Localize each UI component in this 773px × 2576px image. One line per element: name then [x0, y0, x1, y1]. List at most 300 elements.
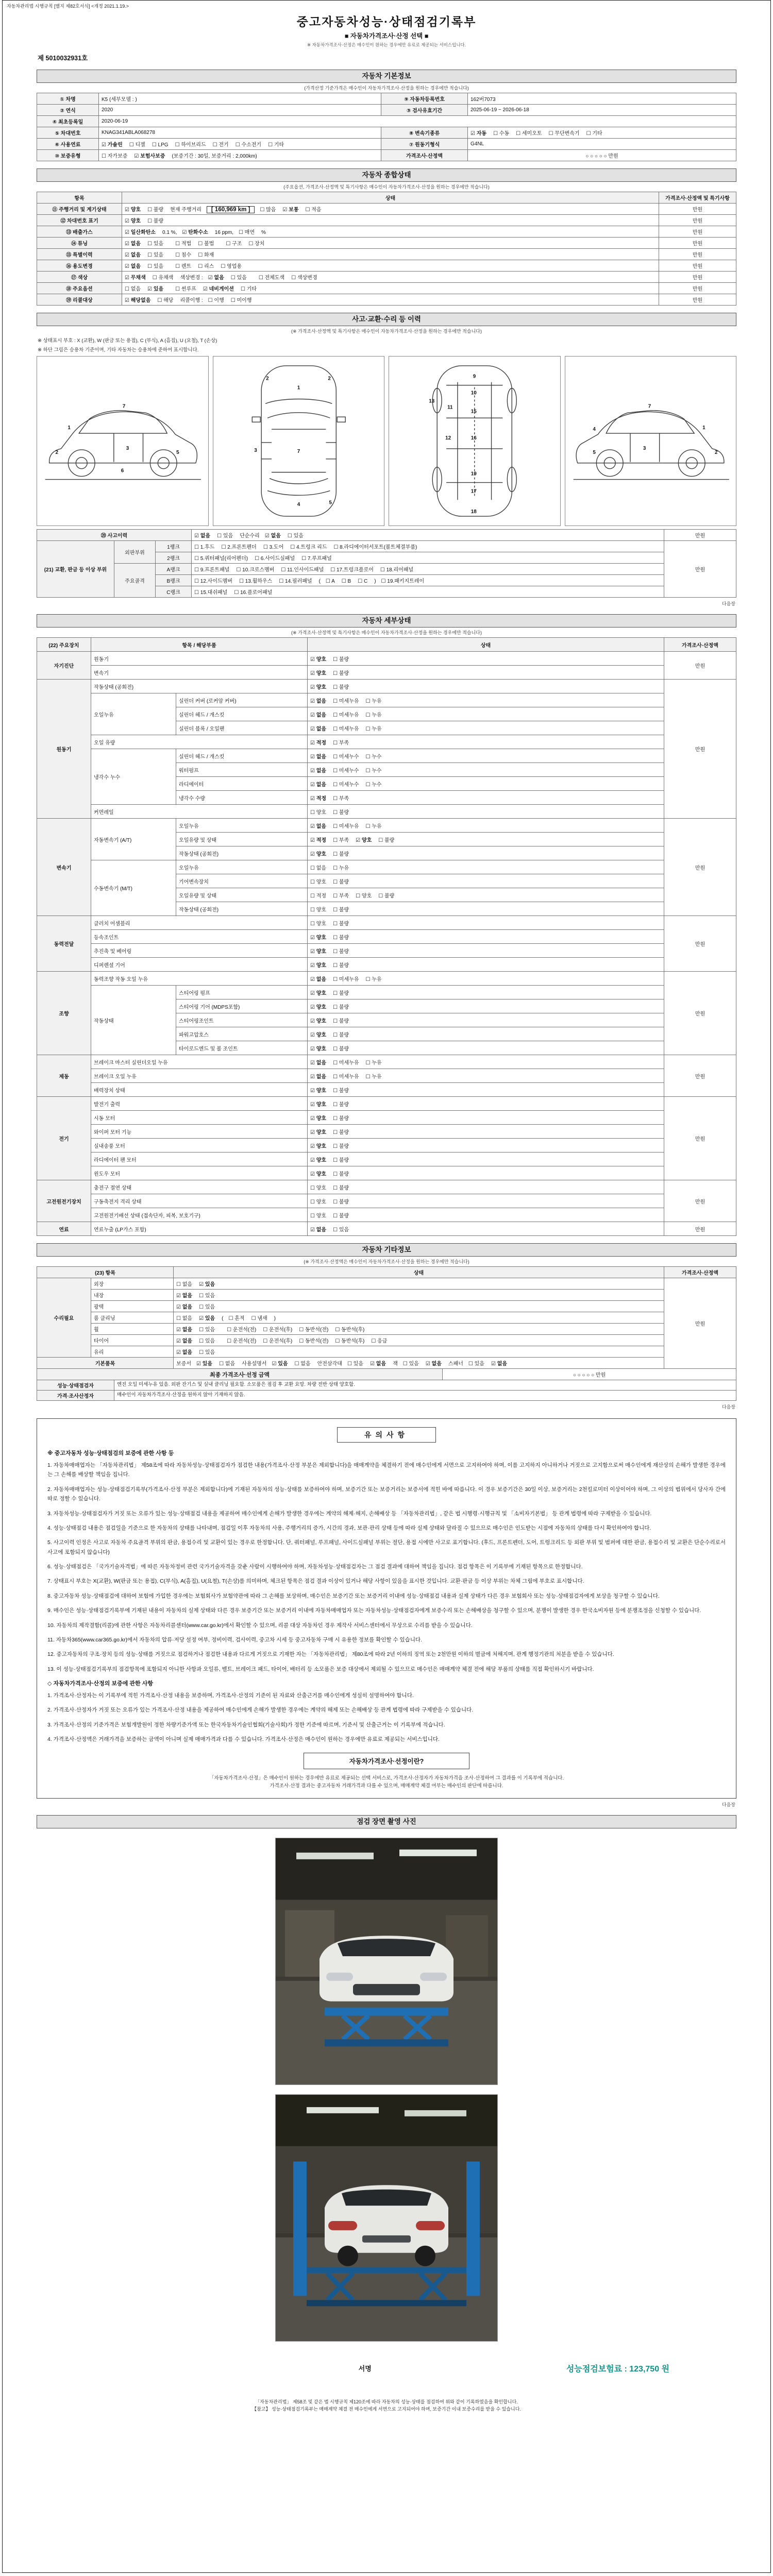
value-cell: 파워고압호스: [176, 1027, 308, 1041]
checkbox-unchecked[interactable]: ☐ 불량: [333, 1171, 349, 1177]
checkbox-unchecked[interactable]: ☐ 양호: [310, 879, 327, 885]
checkbox-unchecked[interactable]: ☐ 미세누유: [333, 712, 359, 718]
list-item: 1. 가격조사·산정자는 이 기록부에 적힌 가격조사·산정 내용을 보증하며, 가격조사·산정의 기준이 된 자료와 산출근거를 매수인에게 성실히 설명하여야 합니다.: [47, 1692, 414, 1699]
checkbox-unchecked[interactable]: ☐ 운전석(전): [227, 1327, 257, 1333]
checkbox-unchecked[interactable]: ☐ 양호: [310, 1185, 327, 1191]
value-cell: [308, 693, 664, 707]
value-cell: 만원: [659, 294, 736, 306]
checkbox-unchecked[interactable]: ☐ 누수: [365, 754, 382, 760]
checkbox-unchecked[interactable]: ☐ 있음: [199, 1350, 215, 1355]
checkbox-unchecked[interactable]: ☐ 불량: [333, 1129, 349, 1136]
checkbox-unchecked[interactable]: ☐ 동반석(후): [335, 1338, 365, 1344]
checkbox-unchecked[interactable]: ☐ 있음: [199, 1338, 215, 1344]
checkbox-unchecked[interactable]: ☐ 유채색: [152, 275, 174, 281]
checkbox-unchecked[interactable]: ☐ 있음: [287, 533, 304, 539]
checkbox-checked[interactable]: ☑ 없음: [264, 533, 281, 539]
checkbox-unchecked[interactable]: ☐ 하이브리드: [175, 142, 206, 148]
checkbox-unchecked[interactable]: ☐ 있음: [147, 264, 164, 269]
checkbox-unchecked[interactable]: ☐ 누유: [365, 1074, 382, 1080]
checkbox-checked[interactable]: ☑ 없음: [425, 1361, 442, 1367]
list-item: 8. 중고자동차 성능·상태점검에 대하여 보험에 가입한 경우에는 보험회사가 보험약관에 따라 그 손해를 보상하며, 매수인은 보증기간 또는 보증거리 이내에 성능·상태점검 내용과 실제 상태가 다른 경우 보험회사 또는 성능·상태점검자에게 보상을 청구할 수 있습니다.: [47, 1592, 660, 1599]
label-cell: ⑩ 보증유형: [37, 150, 99, 161]
checkbox-checked[interactable]: ☑ 없음: [310, 712, 327, 718]
svg-text:19: 19: [470, 471, 477, 477]
checkbox-unchecked[interactable]: ☐ LPG: [152, 142, 169, 148]
checkbox-unchecked[interactable]: ☐ 있음: [199, 1304, 215, 1310]
checkbox-checked[interactable]: ☑ 해당없음: [125, 298, 151, 303]
inline-text: 스패너: [448, 1361, 463, 1367]
checkbox-unchecked[interactable]: ☐ 부족: [333, 795, 349, 802]
section-photos-title: 점검 장면 촬영 사진: [37, 1815, 736, 1828]
checkbox-unchecked[interactable]: ☐ 있음: [468, 1361, 484, 1367]
checkbox-checked[interactable]: ☑ 일산화탄소: [125, 230, 156, 235]
checkbox-checked[interactable]: ☑ 없음: [176, 1304, 193, 1310]
checkbox-unchecked[interactable]: ☐ 불량: [333, 907, 349, 913]
section-accident-title: 사고·교환·수리 등 이력: [37, 313, 736, 326]
checkbox-unchecked[interactable]: ☐ 18.리어패널: [380, 567, 414, 573]
checkbox-unchecked[interactable]: ☐ 적음: [305, 207, 322, 213]
checkbox-unchecked[interactable]: ☐ 미세누유: [333, 726, 359, 732]
checkbox-checked[interactable]: ☑ 없음: [310, 976, 327, 982]
checkbox-checked[interactable]: ☑ 없음: [491, 1361, 508, 1367]
value-cell: [192, 552, 664, 564]
checkbox-unchecked[interactable]: ☐ 5.쿼터패널(리어펜더): [194, 556, 248, 562]
checkbox-unchecked[interactable]: ☐ 누유: [365, 823, 382, 829]
checkbox-unchecked[interactable]: ☐ 6.사이드실패널: [255, 556, 295, 562]
value-cell: [308, 902, 664, 916]
label-cell: ① 차명: [37, 93, 99, 105]
checkbox-unchecked[interactable]: ☐ 동반석(전): [299, 1338, 329, 1344]
value-cell: [122, 260, 659, 272]
label-cell: ⑫ 차대번호 표기: [37, 215, 122, 226]
checkbox-unchecked[interactable]: ☐ 누유: [365, 726, 382, 732]
checkbox-unchecked[interactable]: ☐ 미세누유: [333, 976, 359, 982]
checkbox-unchecked[interactable]: ☐ 불량: [333, 1157, 349, 1163]
checkbox-unchecked[interactable]: ☐ 17.트렁크플로어: [330, 567, 374, 573]
checkbox-checked[interactable]: ☑ 양호: [310, 990, 327, 996]
checkbox-checked[interactable]: ☑ 네비게이션: [203, 286, 234, 292]
checkbox-unchecked[interactable]: ☐ 불량: [333, 1088, 349, 1094]
checkbox-checked[interactable]: ☑ 없음: [176, 1293, 193, 1299]
checkbox-checked[interactable]: ☑ 양호: [125, 218, 141, 224]
checkbox-unchecked[interactable]: ☐ 양호: [310, 907, 327, 913]
checkbox-unchecked[interactable]: ☐ 불량: [333, 879, 349, 885]
checkbox-unchecked[interactable]: ☐ 미이행: [230, 298, 252, 303]
checkbox-checked[interactable]: ☑ 양호: [310, 1101, 327, 1108]
checkbox-unchecked[interactable]: ☐ 운전석(후): [263, 1338, 293, 1344]
checkbox-checked[interactable]: ☑ 없음: [310, 726, 327, 732]
checkbox-unchecked[interactable]: ☐ 무단변속기: [548, 131, 580, 137]
checkbox-unchecked[interactable]: ☐ 동반석(전): [299, 1327, 329, 1333]
checkbox-unchecked[interactable]: ☐ 미세누유: [333, 1074, 359, 1080]
checkbox-checked[interactable]: ☑ 없음: [125, 264, 141, 269]
checkbox-unchecked[interactable]: ☐ 4.트렁크 리드: [290, 545, 327, 550]
checkbox-checked[interactable]: ☑ 자동: [470, 131, 487, 137]
checkbox-unchecked[interactable]: ☐ 양호: [356, 893, 372, 899]
checkbox-unchecked[interactable]: ☐ C: [358, 579, 368, 584]
inline-text: 단순수리: [240, 533, 260, 539]
checkbox-unchecked[interactable]: ☐ 디젤: [129, 142, 145, 148]
checkbox-unchecked[interactable]: ☐ 매연: [238, 230, 255, 235]
checkbox-checked[interactable]: ☑ 없음: [310, 768, 327, 774]
section-accident-note: (※ 가격조사·산정액 및 특기사항은 매수인이 자동차가격조사·산정을 원하는 경우에만 적습니다): [291, 329, 482, 334]
checkbox-checked[interactable]: ☑ 없음: [370, 1361, 386, 1367]
checkbox-checked[interactable]: ☑ 양호: [310, 935, 327, 941]
value-cell: 냉각수 누수: [91, 749, 176, 805]
checkbox-unchecked[interactable]: ☐ 3.도어: [263, 545, 284, 550]
checkbox-checked[interactable]: ☑ 있음: [199, 1282, 215, 1287]
checkbox-unchecked[interactable]: ☐ 불량: [333, 1185, 349, 1191]
checkbox-unchecked[interactable]: ☐ 썬루프: [175, 286, 196, 292]
checkbox-checked[interactable]: ☑ 있음: [199, 1316, 215, 1321]
checkbox-checked[interactable]: ☑ 없음: [176, 1338, 193, 1344]
value-cell: 디퍼렌셜 기어: [91, 958, 308, 972]
list-item: 「자동차관리법」 제58조 및 같은 법 시행규칙 제120조에 따라 자동차의 성능·상태를 점검하여 위와 같이 기록하였음을 확인합니다.: [255, 2399, 518, 2404]
checkbox-unchecked[interactable]: ☐ 불량: [333, 921, 349, 927]
checkbox-checked[interactable]: ☑ 양호: [310, 1143, 327, 1149]
engine-type: G4NL: [468, 139, 736, 150]
checkbox-checked[interactable]: ☑ 적정: [310, 795, 327, 802]
checkbox-checked[interactable]: ☑ 보험사보증: [134, 154, 165, 159]
checkbox-checked[interactable]: ☑ 양호: [310, 851, 327, 857]
checkbox-unchecked[interactable]: ☐ 미세누수: [333, 768, 359, 774]
checkbox-unchecked[interactable]: ☐ 있음: [199, 1293, 215, 1299]
final-price-label: 최종 가격조사·선정 금액: [37, 1369, 443, 1380]
label-cell: ⑮ 특별이력: [37, 249, 122, 260]
checkbox-unchecked[interactable]: ☐ 있음: [147, 252, 164, 258]
label-cell: (23) 항목: [37, 1267, 174, 1278]
checkbox-unchecked[interactable]: ☐ 누유: [333, 865, 349, 871]
checkbox-checked[interactable]: ☑ 양호: [310, 962, 327, 969]
checkbox-unchecked[interactable]: ☐ 동반석(후): [335, 1327, 365, 1333]
insurance-premium-value: 123,750 원: [629, 2364, 669, 2374]
value-cell: 광택: [91, 1301, 174, 1312]
value-cell: 원동기: [91, 652, 308, 666]
label-cell: 제동: [37, 1055, 91, 1097]
value-cell: [308, 1180, 664, 1194]
checkbox-unchecked[interactable]: ☐ 양호: [310, 809, 327, 816]
svg-text:2: 2: [55, 449, 59, 455]
checkbox-unchecked[interactable]: ☐ 양호: [310, 1213, 327, 1219]
checkbox-unchecked[interactable]: ☐ 불법: [198, 241, 214, 247]
section-misc-title: 자동차 기타정보: [37, 1243, 736, 1257]
value-cell: 1랭크: [156, 541, 192, 552]
checkbox-unchecked[interactable]: ☐ 미세누유: [333, 698, 359, 704]
checkbox-checked[interactable]: ☑ 없음: [310, 1227, 327, 1233]
inspection-photo-rear: [275, 2094, 498, 2342]
checkbox-unchecked[interactable]: ☐ 불량: [333, 1115, 349, 1122]
checkbox-checked[interactable]: ☑ 보통: [282, 207, 299, 213]
checkbox-unchecked[interactable]: ☐ 운전석(후): [263, 1327, 293, 1333]
checkbox-unchecked[interactable]: ☐ 영업용: [221, 264, 242, 269]
checkbox-unchecked[interactable]: ☐ 있음: [333, 1227, 349, 1233]
checkbox-unchecked[interactable]: ☐ 19.패키지트레이: [381, 579, 425, 584]
checkbox-unchecked[interactable]: ☐ 불량: [333, 670, 349, 676]
checkbox-checked[interactable]: ☑ 없음: [208, 275, 224, 281]
checkbox-checked[interactable]: ☑ 없음: [125, 252, 141, 258]
checkbox-unchecked[interactable]: ☐ 미세누수: [333, 782, 359, 788]
checkbox-unchecked[interactable]: ☐ 8.라디에이터서포트(볼트체결부품): [333, 545, 417, 550]
checkbox-checked[interactable]: ☑ 적정: [310, 740, 327, 746]
value-cell: 윈도우 모터: [91, 1166, 308, 1180]
checkbox-unchecked[interactable]: ☐ 많음: [260, 207, 276, 213]
checkbox-unchecked[interactable]: ☐ 미세누유: [333, 823, 359, 829]
checkbox-unchecked[interactable]: ☐ 없음: [125, 286, 141, 292]
checkbox-unchecked[interactable]: ☐ 해당: [157, 298, 174, 303]
value-cell: 작동상태 (공회전): [176, 902, 308, 916]
appraiser-opinion: 매수인이 자동차가격조사·산정을 원하지 않아 기재하지 않음.: [114, 1391, 736, 1401]
list-item: 가격조사·산정 결과는 중고자동차 거래가격과 다를 수 있으며, 매매계약 체결 여부는 매수인의 판단에 따릅니다.: [270, 1783, 503, 1789]
checkbox-checked[interactable]: ☑ 없음: [310, 1074, 327, 1080]
checkbox-unchecked[interactable]: ☐ 응급: [371, 1338, 388, 1344]
checkbox-unchecked[interactable]: ☐ 적법: [175, 241, 192, 247]
checkbox-unchecked[interactable]: ☐ 없음: [219, 1361, 236, 1367]
mileage-status: [122, 204, 659, 215]
checkbox-unchecked[interactable]: ☐ 불량: [333, 1018, 349, 1024]
checkbox-checked[interactable]: ☑ 없음: [310, 698, 327, 704]
model-year: 2020: [99, 105, 381, 116]
checkbox-unchecked[interactable]: ☐ 불량: [333, 1213, 349, 1219]
checkbox-unchecked[interactable]: ☐ 구조: [226, 241, 242, 247]
checkbox-unchecked[interactable]: ☐ 이행: [208, 298, 224, 303]
list-item: 6. 성능·상태점검은 「국가기술자격법」에 따른 자동차정비 관련 국가기술자격을 갖춘 사람이 시행하여야 하며, 자동차성능·상태점검자는 그 점검 결과에 대하여 책임을 집니다. 점검 항목은 이 기록부에 기재된 항목으로 한정합니다.: [47, 1564, 583, 1570]
opinions-table: [37, 1380, 736, 1401]
checkbox-unchecked[interactable]: ☐ 불량: [333, 948, 349, 955]
checkbox-checked[interactable]: ☑ 양호: [310, 1157, 327, 1163]
checkbox-unchecked[interactable]: ☐ 전기: [212, 142, 229, 148]
inline-text: 안전삼각대: [317, 1361, 342, 1367]
checkbox-checked[interactable]: ☑ 무채색: [125, 275, 146, 281]
checkbox-unchecked[interactable]: ☐ 있음: [199, 1327, 215, 1333]
checkbox-unchecked[interactable]: ☐ 있음: [147, 241, 164, 247]
checkbox-unchecked[interactable]: ☐ 불량: [333, 1004, 349, 1010]
checkbox-unchecked[interactable]: ☐ 렌트: [175, 264, 192, 269]
checkbox-checked[interactable]: ☑ 양호: [310, 670, 327, 676]
checkbox-checked[interactable]: ☑ 있음: [196, 1361, 213, 1367]
checkbox-unchecked[interactable]: ☐ 7.루프패널: [301, 556, 332, 562]
checkbox-unchecked[interactable]: ☐ 없음: [310, 865, 327, 871]
checkbox-unchecked[interactable]: ☐ A: [325, 579, 335, 584]
checkbox-unchecked[interactable]: ☐ 누수: [365, 782, 382, 788]
checkbox-unchecked[interactable]: ☐ 불량: [333, 1101, 349, 1108]
label-cell: ④ 최초등록일: [37, 116, 99, 127]
checkbox-unchecked[interactable]: ☐ 있음: [347, 1361, 364, 1367]
label-cell: 가격조사·산정액: [381, 150, 468, 161]
checkbox-checked[interactable]: ☑ 없음: [310, 782, 327, 788]
checkbox-unchecked[interactable]: ☐ 11.인사이드패널: [281, 567, 324, 573]
checkbox-unchecked[interactable]: ☐ 세미오토: [516, 131, 542, 137]
checkbox-checked[interactable]: ☑ 없음: [176, 1327, 193, 1333]
checkbox-checked[interactable]: ☑ 양호: [310, 1018, 327, 1024]
checkbox-checked[interactable]: ☑ 있음: [272, 1361, 288, 1367]
value-cell: [192, 541, 664, 552]
value-cell: 클러치 어셈블리: [91, 916, 308, 930]
checkbox-unchecked[interactable]: ☐ 누유: [365, 1060, 382, 1066]
svg-text:4: 4: [592, 427, 596, 433]
label-cell: ⑧ 변속기종류: [381, 127, 468, 139]
checkbox-unchecked[interactable]: ☐ 운전석(전): [227, 1338, 257, 1344]
car-diagram-underbody: [389, 356, 561, 526]
car-diagram-left-side: [37, 356, 209, 526]
checkbox-unchecked[interactable]: ☐ 불량: [378, 893, 395, 899]
checkbox-unchecked[interactable]: ☐ 불량: [333, 935, 349, 941]
value-cell: [122, 283, 659, 294]
checkbox-unchecked[interactable]: ☐ 리스: [198, 264, 214, 269]
label-cell: ⑦ 원동기형식: [381, 139, 468, 150]
svg-text:16: 16: [470, 435, 477, 442]
checkbox-unchecked[interactable]: ☐ 부족: [333, 837, 349, 843]
checkbox-checked[interactable]: ☑ 양호: [310, 684, 327, 690]
checkbox-unchecked[interactable]: ☐ 있음: [402, 1361, 419, 1367]
value-cell: [308, 1027, 664, 1041]
value-cell: 룸 클리닝: [91, 1312, 174, 1324]
checkbox-unchecked[interactable]: ☐ 있음: [217, 533, 233, 539]
checkbox-unchecked[interactable]: ☐ 냄새: [251, 1316, 267, 1321]
checkbox-unchecked[interactable]: ☐ 수동: [493, 131, 510, 137]
checkbox-unchecked[interactable]: ☐ 불량: [333, 809, 349, 816]
checkbox-checked[interactable]: ☑ 적정: [310, 837, 327, 843]
value-cell: 타이로드엔드 및 볼 조인트: [176, 1041, 308, 1055]
list-item: 10. 자동차의 제작결함(리콜)에 관한 사항은 자동차리콜센터(www.car.go.kr)에서 확인할 수 있으며, 리콜 대상 자동차인 경우 제작사 서비스센터에서 무상으로 수리를 받을 수 있습니다.: [47, 1622, 473, 1629]
checkbox-unchecked[interactable]: ☐ 불량: [333, 962, 349, 969]
inline-text: 현재 주행거리: [170, 207, 201, 213]
checkbox-unchecked[interactable]: ☐ 불량: [333, 1046, 349, 1052]
car-damage-diagrams: [37, 356, 736, 526]
checkbox-unchecked[interactable]: ☐ 없음: [176, 1316, 193, 1321]
checkbox-unchecked[interactable]: ☐ 불량: [147, 207, 164, 213]
checkbox-checked[interactable]: ☑ 양호: [310, 1129, 327, 1136]
checkbox-unchecked[interactable]: ☐ 색상변경: [291, 275, 317, 281]
checkbox-unchecked[interactable]: ☐ 자가보증: [102, 154, 128, 159]
checkbox-unchecked[interactable]: ☐ 불량: [333, 1143, 349, 1149]
checkbox-unchecked[interactable]: ☐ 불량: [333, 1199, 349, 1205]
list-item: 4. 가격조사·산정액은 거래가격을 보증하는 금액이 아니며 실제 매매가격과 다를 수 있습니다. 가격조사·산정은 매수인이 원하는 경우에만 유료로 제공되는 서비스입니다.: [47, 1736, 440, 1743]
checkbox-unchecked[interactable]: ☐ 수소전기: [235, 142, 262, 148]
checkbox-checked[interactable]: ☑ 가솔린: [102, 142, 123, 148]
svg-text:7: 7: [122, 403, 126, 410]
checkbox-checked[interactable]: ☑ 양호: [125, 207, 141, 213]
checkbox-unchecked[interactable]: ☐ 부족: [333, 893, 349, 899]
checkbox-unchecked[interactable]: ☐ 9.프론트패널: [194, 567, 230, 573]
checkbox-checked[interactable]: ☑ 없음: [310, 1060, 327, 1066]
checkbox-unchecked[interactable]: ☐ 10.크로스멤버: [236, 567, 275, 573]
value-cell: 만원: [664, 916, 736, 972]
checkbox-unchecked[interactable]: ☐ 누수: [365, 768, 382, 774]
checkbox-unchecked[interactable]: ☐ 불량: [333, 684, 349, 690]
checkbox-unchecked[interactable]: ☐ 14.필러패널: [279, 579, 312, 584]
checkbox-unchecked[interactable]: ☐ 16.플로어패널: [234, 590, 273, 596]
checkbox-unchecked[interactable]: ☐ 침수: [175, 252, 192, 258]
list-item: 2. 가격조사·산정자가 거짓 또는 오류가 있는 가격조사·산정 내용을 제공하여 매수인에게 손해가 발생한 경우에는 계약의 해제 또는 손해배상 등 관계 법령에 따라 구제받을 수 있습니다.: [47, 1707, 474, 1714]
checkbox-unchecked[interactable]: ☐ 기타: [268, 142, 284, 148]
checkbox-unchecked[interactable]: ☐ 불량: [378, 837, 395, 843]
checkbox-checked[interactable]: ☑ 양호: [310, 656, 327, 663]
checkbox-checked[interactable]: ☑ 없음: [194, 533, 211, 539]
label-cell: 자기진단: [37, 652, 91, 680]
label-cell: ③ 검사유효기간: [381, 105, 468, 116]
checkbox-checked[interactable]: ☑ 없음: [310, 823, 327, 829]
checkbox-unchecked[interactable]: ☐ 누유: [365, 976, 382, 982]
value-cell: [308, 666, 664, 680]
checkbox-unchecked[interactable]: ☐ 장치: [248, 241, 265, 247]
checkbox-unchecked[interactable]: ☐ 기타: [586, 131, 602, 137]
checkbox-unchecked[interactable]: ☐ B: [341, 579, 351, 584]
value-cell: 2랭크: [156, 552, 192, 564]
next-page-marker: 다음장: [721, 1802, 735, 1807]
checkbox-unchecked[interactable]: ☐ 있음: [230, 275, 247, 281]
value-cell: 만원: [659, 272, 736, 283]
checkbox-unchecked[interactable]: ☐ 화재: [198, 252, 214, 258]
transmission-type: [468, 127, 736, 139]
list-item: 3. 자동차성능·상태점검자가 거짓 또는 오류가 있는 성능·상태점검 내용을 제공하여 매수인에게 손해가 발생한 경우에는 계약의 해제·해지, 손해배상 등 「자동차관리법」, 같은 법 시행령·시행규칙 및 「소비자기본법」 등 관계 법령에 따라 구제받을 수 있습니다.: [47, 1510, 652, 1517]
checkbox-unchecked[interactable]: ☐ 흔적: [228, 1316, 245, 1321]
checkbox-unchecked[interactable]: ☐ 불량: [333, 1032, 349, 1038]
signature-label[interactable]: 서명: [358, 2364, 372, 2372]
checkbox-unchecked[interactable]: ☐ 12.사이드멤버: [194, 579, 232, 584]
checkbox-checked[interactable]: ☑ 없음: [125, 241, 141, 247]
checkbox-unchecked[interactable]: ☐ 미세누수: [333, 754, 359, 760]
checkbox-unchecked[interactable]: ☐ 없음: [176, 1282, 193, 1287]
checkbox-checked[interactable]: ☑ 양호: [310, 1032, 327, 1038]
checkbox-unchecked[interactable]: ☐ 기타: [240, 286, 257, 292]
checkbox-unchecked[interactable]: ☐ 양호: [310, 1199, 327, 1205]
checkbox-unchecked[interactable]: ☐ 누유: [365, 698, 382, 704]
checkbox-checked[interactable]: ☑ 없음: [176, 1350, 193, 1355]
svg-text:2: 2: [327, 376, 331, 382]
checkbox-checked[interactable]: ☑ 양호: [310, 1115, 327, 1122]
car-diagram-top-view: [213, 356, 385, 526]
checkbox-unchecked[interactable]: ☐ 불량: [333, 851, 349, 857]
label-cell: 가격·조사산정자: [37, 1391, 114, 1401]
checkbox-unchecked[interactable]: ☐ 2.프론트펜더: [221, 545, 257, 550]
checkbox-unchecked[interactable]: ☐ 미세누유: [333, 1060, 359, 1066]
checkbox-checked[interactable]: ☑ 있음: [147, 286, 164, 292]
value-cell: C랭크: [156, 586, 192, 598]
checkbox-unchecked[interactable]: ☐ 13.휠하우스: [239, 579, 273, 584]
checkbox-unchecked[interactable]: ☐ 누유: [365, 712, 382, 718]
checkbox-checked[interactable]: ☑ 양호: [310, 1171, 327, 1177]
inline-text: 사용설명서: [242, 1361, 267, 1367]
label-cell: ⑲ 리콜대상: [37, 294, 122, 306]
notice-sub-items: [47, 1691, 726, 1744]
checkbox-checked[interactable]: ☑ 양호: [356, 837, 372, 843]
checkbox-checked[interactable]: ☑ 양호: [310, 1046, 327, 1052]
checkbox-unchecked[interactable]: ☐ 1.후드: [194, 545, 215, 550]
value-cell: [308, 833, 664, 846]
insurance-premium: [566, 2362, 669, 2374]
section-detail-title: 자동차 세부상태: [37, 614, 736, 628]
checkbox-checked[interactable]: ☑ 양호: [310, 1088, 327, 1094]
checkbox-unchecked[interactable]: ☐ 적정: [310, 893, 327, 899]
checkbox-unchecked[interactable]: ☐ 불량: [333, 656, 349, 663]
checkbox-checked[interactable]: ☑ 없음: [310, 754, 327, 760]
value-cell: [122, 294, 659, 306]
checkbox-unchecked[interactable]: ☐ 부족: [333, 740, 349, 746]
checkbox-unchecked[interactable]: ☐ 전체도색: [258, 275, 285, 281]
checkbox-checked[interactable]: ☑ 양호: [310, 948, 327, 955]
checkbox-checked[interactable]: ☑ 양호: [310, 1004, 327, 1010]
value-cell: 시동 모터: [91, 1111, 308, 1125]
svg-text:2: 2: [265, 376, 269, 382]
checkbox-unchecked[interactable]: ☐ 15.대쉬패널: [194, 590, 228, 596]
checkbox-unchecked[interactable]: ☐ 불량: [333, 990, 349, 996]
checkbox-unchecked[interactable]: ☐ 불량: [147, 218, 164, 224]
value-cell: 자동변속기 (A/T): [91, 819, 176, 860]
label-cell: ⑱ 주요옵션: [37, 283, 122, 294]
checkbox-unchecked[interactable]: ☐ 양호: [310, 921, 327, 927]
checkbox-unchecked[interactable]: ☐ 없음: [294, 1361, 311, 1367]
checkbox-checked[interactable]: ☑ 탄화수소: [182, 230, 208, 235]
